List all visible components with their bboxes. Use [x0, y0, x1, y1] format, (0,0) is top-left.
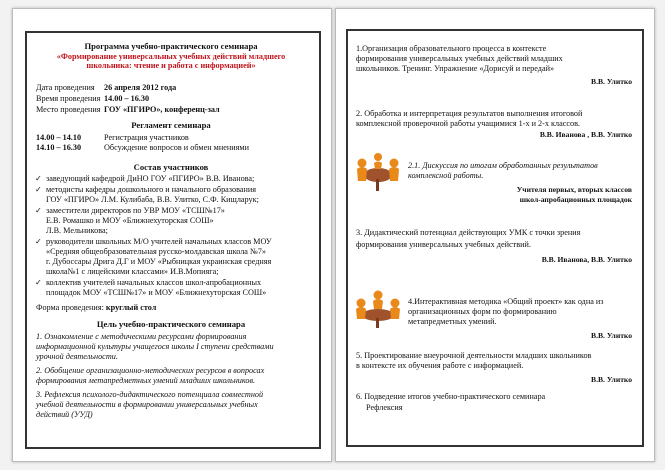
goal-line: действий (УУД): [36, 410, 93, 419]
schedule-row: 14.10 – 16.30 Обсуждение вопросов и обмен мнениями: [36, 143, 249, 152]
goal-line: урочной деятельности.: [36, 352, 118, 361]
seminar-theme-line1: «Формирование универсальных учебных действий младшего: [56, 52, 286, 61]
schedule-row: 14.00 – 14.10 Регистрация участников: [36, 133, 189, 142]
program-page-left: [12, 8, 332, 462]
agenda-line: 6. Подведение итогов учебно-практического семинара: [356, 392, 546, 401]
goal-line: информационной культуры учащегося школы I ступени средствами: [36, 342, 274, 351]
participant-line: школа№1 с лицейскими классами» И.В.Мопияга;: [46, 267, 219, 276]
participant-line: Е.В. Ромашко и МОУ «Ближнехуторская СОШ»: [46, 216, 214, 225]
info-row-place: Место проведения ГОУ «ПГИРО», конференц-зал: [36, 105, 220, 114]
agenda-line: 2. Обработка и интерпретация результатов выполнения итоговой: [356, 109, 583, 118]
project-group-icon: [352, 285, 404, 331]
agenda-author: В.В. Улитко: [591, 77, 632, 86]
agenda-line: 3. Дидактический потенциал действующих УМК с точки зрения: [356, 228, 581, 237]
agenda-author: В.В. Улитко: [591, 375, 632, 384]
agenda-author: В.В. Улитко: [591, 331, 632, 340]
agenda-line: 5. Проектирование внеурочной деятельности младших школьников: [356, 351, 592, 360]
program-page-right: [335, 8, 655, 462]
agenda-line: 1.Организация образовательного процесса в контексте: [356, 44, 547, 53]
participant-line: «Средняя общеобразовательная русско-молдавская школа №7»: [46, 247, 266, 256]
goal-line: 1. Ознакомление с методическими ресурсами формирования: [36, 332, 247, 341]
checkmark-icon: ✓: [35, 278, 42, 287]
info-row-date: Дата проведения 26 апреля 2012 года: [36, 83, 177, 92]
agenda-line: Рефлексия: [366, 403, 403, 412]
participant-line: Л.В. Мельникова;: [46, 226, 108, 235]
agenda-line: формирования универсальных учебных действий.: [356, 240, 531, 249]
checkmark-icon: ✓: [35, 237, 42, 246]
agenda-line: комплексной проверочной работы учащимися 1-х и 2-х классов.: [356, 119, 580, 128]
participant-line: площадок МОУ «ТСШ№17» и МОУ «Ближнехуторская СОШ»: [46, 288, 267, 297]
participant-line: заместители директоров по УВР МОУ «ТСШ№17»: [46, 206, 225, 215]
participant-line: коллектив учителей начальных классов школ-апробационных: [46, 278, 262, 287]
seminar-theme-line2: школьника: чтение и работа с информацией»: [86, 61, 256, 70]
participant-line: руководители школьных М/О учителей начальных классов МОУ: [46, 237, 272, 246]
participant-line: заведующий кафедрой ДиНО ГОУ «ПГИРО» В.В. Иванова;: [46, 174, 255, 183]
form-row: Форма проведения: круглый стол: [36, 303, 157, 312]
agenda-line: формирования универсальных учебных действий младших: [356, 54, 563, 63]
program-title: Программа учебно-практического семинара: [84, 41, 258, 51]
participants-title: Состав участников: [133, 162, 209, 172]
agenda-line: комплексной работы.: [408, 171, 484, 180]
agenda-line: в контексте их обучения работе с информацией.: [356, 361, 524, 370]
goal-line: учебной деятельности в формировании универсальных учебных: [36, 400, 258, 409]
goal-title: Цель учебно-практического семинара: [96, 319, 246, 329]
participant-line: методисты кафедры дошкольного и начального образования: [46, 185, 256, 194]
agenda-author: Учителя первых, вторых классов: [516, 185, 632, 194]
participant-line: ГОУ «ПГИРО» Л.М. Кулибаба, В.В. Улитко, С.Ф. Кищларук;: [46, 195, 259, 204]
checkmark-icon: ✓: [35, 174, 42, 183]
agenda-author: школ-апробационных площадок: [519, 195, 632, 204]
info-row-time: Время проведения 14.00 – 16.30: [36, 94, 150, 103]
checkmark-icon: ✓: [35, 185, 42, 194]
agenda-line: метапредметных умений.: [408, 317, 497, 326]
agenda-line: школьников. Тренинг. Упражнение «Дорисуй и передай»: [356, 64, 555, 73]
goal-line: 2. Обобщение организационно-методических ресурсов в вопросах: [36, 366, 265, 375]
table-discussion-icon: [352, 149, 404, 197]
participant-line: г. Дубоссары Дрига Д.Г и МОУ «Рыбницкая украинская средняя: [46, 257, 272, 266]
schedule-title: Регламент семинара: [131, 120, 211, 130]
agenda-line: 2.1. Дискуссия по итогам обработанных результатов: [408, 161, 598, 170]
goal-line: 3. Рефлексия психолого-дидактического потенциала совместной: [36, 390, 264, 399]
agenda-author: В.В. Иванова , В.В. Улитко: [539, 130, 632, 139]
agenda-line: организационных форм по формированию: [408, 307, 557, 316]
checkmark-icon: ✓: [35, 206, 42, 215]
goal-line: формирования метапредметных умений младших школьников.: [36, 376, 256, 385]
agenda-author: В.В. Иванова, В.В. Улитко: [541, 255, 632, 264]
agenda-line: 4.Интерактивная методика «Общий проект» как одна из: [408, 297, 604, 306]
